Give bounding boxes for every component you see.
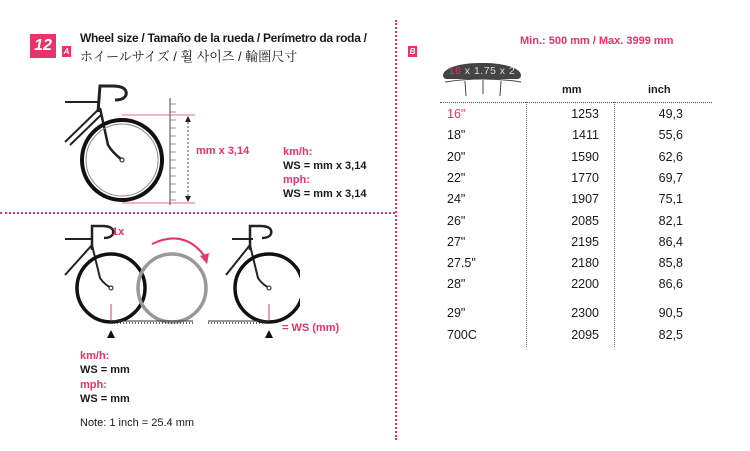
column-header-inch: inch <box>648 84 671 96</box>
table-row <box>0 277 750 295</box>
cell-inch: 82,5 <box>658 328 683 342</box>
cell-size: 28" <box>447 277 466 291</box>
cell-size: 700C <box>447 328 477 342</box>
kmh-label-b: km/h: <box>80 350 110 362</box>
cell-inch: 86,6 <box>658 277 683 291</box>
cell-mm: 1590 <box>571 150 599 164</box>
table-row <box>0 328 750 346</box>
kmh-formula-a: WS = mm x 3,14 <box>283 160 367 172</box>
cell-size: 29" <box>447 306 466 320</box>
page-title: Wheel size / Tamaño de la rueda / Perímetro da roda / <box>80 31 367 45</box>
cell-mm: 2200 <box>571 277 599 291</box>
mph-label-a: mph: <box>283 174 310 186</box>
table-row <box>0 235 750 253</box>
cell-inch: 86,4 <box>658 235 683 249</box>
page-title-asian: ホイールサイズ / 휠 사이즈 / 輪圏尺寸 <box>80 49 298 64</box>
cell-mm: 1253 <box>571 107 599 121</box>
cell-inch: 90,5 <box>658 306 683 320</box>
tire-size-highlight: 16 <box>448 65 462 77</box>
cell-size: 22" <box>447 171 466 185</box>
kmh-formula-b: WS = mm <box>80 364 130 376</box>
table-row <box>0 171 750 189</box>
column-header-mm: mm <box>562 84 582 96</box>
tire-sidewall-marking <box>443 63 521 79</box>
mph-label-b: mph: <box>80 379 107 391</box>
table-row <box>0 107 750 125</box>
cell-size: 18" <box>447 128 466 142</box>
cell-inch: 49,3 <box>658 107 683 121</box>
table-top-rule <box>440 102 712 103</box>
cell-inch: 62,6 <box>658 150 683 164</box>
unit-note: Note: 1 inch = 25.4 mm <box>80 417 195 429</box>
mph-formula-b: WS = mm <box>80 393 130 405</box>
table-row <box>0 192 750 210</box>
cell-mm: 2300 <box>571 306 599 320</box>
cell-size: 26" <box>447 214 466 228</box>
cell-size: 20" <box>447 150 466 164</box>
cell-mm: 2195 <box>571 235 599 249</box>
cell-inch: 82,1 <box>658 214 683 228</box>
cell-inch: 55,6 <box>658 128 683 142</box>
cell-mm: 1770 <box>571 171 599 185</box>
table-row <box>0 128 750 146</box>
cell-size: 27.5" <box>447 256 476 270</box>
cell-mm: 2085 <box>571 214 599 228</box>
section-a-badge: A <box>63 47 70 56</box>
diameter-label: mm x 3,14 <box>196 145 250 157</box>
cell-inch: 69,7 <box>658 171 683 185</box>
table-row <box>0 150 750 168</box>
cell-inch: 75,1 <box>658 192 683 206</box>
section-b-badge: B <box>409 47 416 56</box>
tire-pointer-lines <box>443 78 523 98</box>
cell-mm: 1411 <box>572 128 599 142</box>
section-number-badge: 12 <box>30 34 56 58</box>
tire-size-rest: x 1.75 x 2 <box>461 65 516 77</box>
table-row <box>0 214 750 232</box>
rotation-label: 1x <box>112 226 125 238</box>
cell-mm: 1907 <box>571 192 599 206</box>
cell-mm: 2095 <box>571 328 599 342</box>
cell-mm: 2180 <box>571 256 599 270</box>
range-label: Min.: 500 mm / Max. 3999 mm <box>520 35 674 47</box>
mph-formula-a: WS = mm x 3,14 <box>283 188 367 200</box>
cell-size: 24" <box>447 192 466 206</box>
table-row <box>0 306 750 324</box>
table-row <box>0 256 750 274</box>
cell-inch: 85,8 <box>658 256 683 270</box>
kmh-label-a: km/h: <box>283 146 313 158</box>
ws-label: = WS (mm) <box>282 322 340 334</box>
cell-size: 16" <box>447 107 466 121</box>
cell-size: 27" <box>447 235 466 249</box>
